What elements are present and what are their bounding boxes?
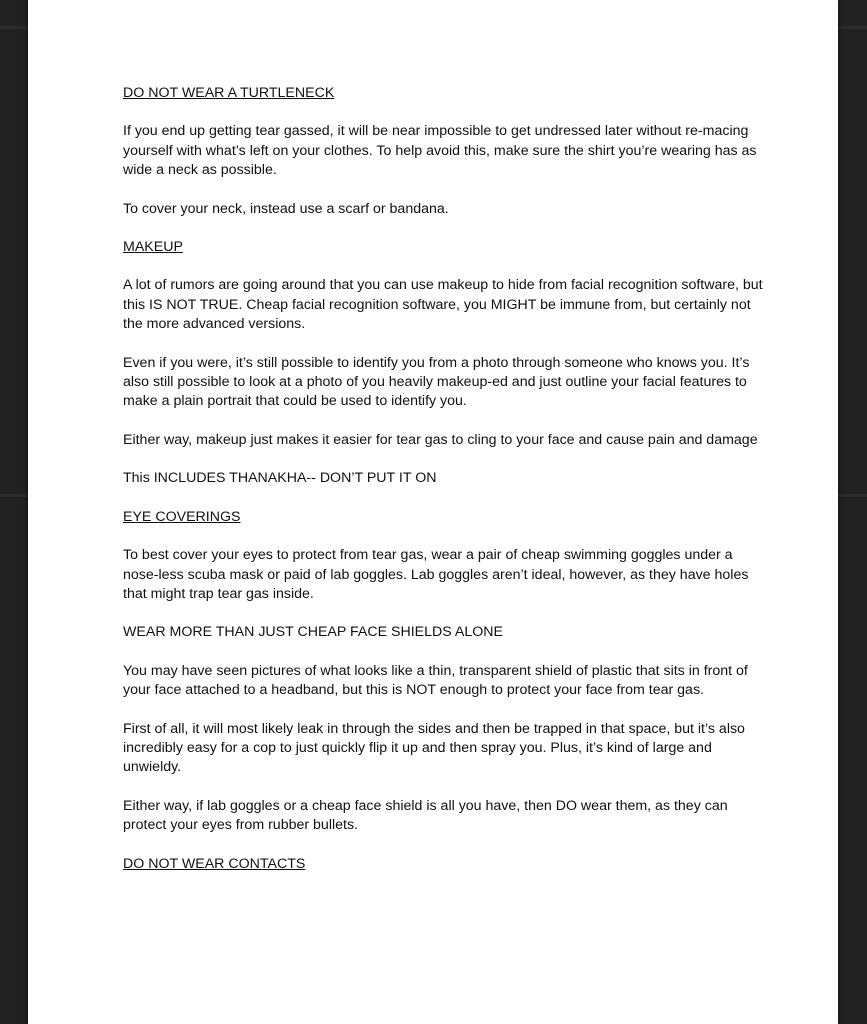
section-heading-contacts: DO NOT WEAR CONTACTS — [123, 855, 306, 872]
paragraph-face-shields-heading: WEAR MORE THAN JUST CHEAP FACE SHIELDS ALONE — [123, 624, 503, 641]
section-heading-turtleneck: DO NOT WEAR A TURTLENECK — [123, 85, 335, 101]
paragraph-thanakha: This INCLUDES THANAKHA-- DON’T PUT IT ON — [123, 470, 437, 487]
document-content — [123, 84, 763, 874]
paragraph-face-shield-description: You may have seen pictures of what looks like a thin, transparent shield of plastic that sits in front of your face attached to a headband, but this is NOT enough to protect your face from tear gas. — [123, 662, 748, 699]
section-heading-eye-coverings: EYE COVERINGS — [123, 508, 241, 525]
section-heading-makeup: MAKEUP — [123, 239, 183, 256]
paragraph-cover-neck: To cover your neck, instead use a scarf or bandana. — [123, 200, 449, 217]
paragraph-turtleneck-undress: If you end up getting tear gassed, it will be near impossible to get undressed later without re-macing yourself with what’s left on your clothes. To help avoid this, make sure the shirt you’re wearing has as wide a neck as possible. — [123, 123, 757, 179]
paragraph-face-shield-leak: First of all, it will most likely leak in through the sides and then be trapped in that space, but it’s also incredibly easy for a cop to just quickly flip it up and then spray you. Plus, it’s kind of large and unwieldy. — [123, 720, 745, 776]
paragraph-goggles: To best cover your eyes to protect from tear gas, wear a pair of cheap swimming goggles under a nose-less scuba mask or paid of lab goggles. Lab goggles aren’t ideal, however, as they have holes that might trap tear gas inside. — [123, 547, 749, 602]
paragraph-makeup-tear-gas: Either way, makeup just makes it easier for tear gas to cling to your face and cause pain and damage — [123, 431, 758, 448]
document-page[interactable] — [28, 0, 838, 1024]
paragraph-identify-photo: Even if you were, it’s still possible to identify you from a photo through someone who knows you. It’s also still possible to look at a photo of you heavily makeup-ed and just outline your facial features to make a plain portrait that could be used to identify you. — [123, 354, 750, 410]
paragraph-makeup-rumors: A lot of rumors are going around that you can use makeup to hide from facial recognition software, but this IS NOT TRUE. Cheap facial recognition software, you MIGHT be immune from, but certainly not the more advanced versions. — [123, 277, 763, 333]
paragraph-rubber-bullets: Either way, if lab goggles or a cheap face shield is all you have, then DO wear them, as they can protect your eyes from rubber bullets. — [123, 797, 728, 834]
